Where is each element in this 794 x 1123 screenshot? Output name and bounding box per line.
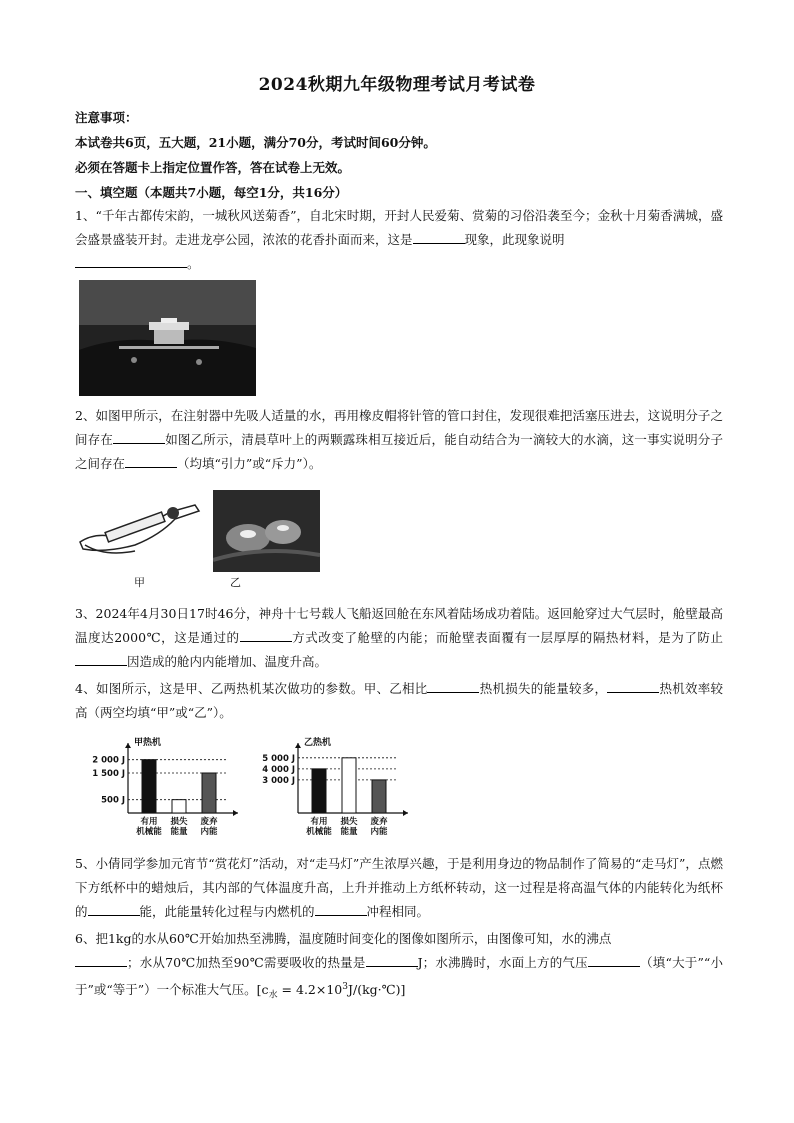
question-6-text-e: = 4.2×10 [277,982,343,998]
y-tick-label: 4 000 J [262,764,295,775]
category-label: 废弃 [200,817,218,827]
answer-blank[interactable] [240,630,292,642]
answer-blank[interactable] [315,904,367,916]
question-1 [75,204,723,276]
notice-line-1: 本试卷共6页，五大题，21小题，满分70分，考试时间60分钟。 [75,135,436,150]
question-4 [75,677,723,725]
chart-jia-heat-engine [80,735,240,845]
water-subscript: 水 [268,990,278,1001]
bar [172,800,186,813]
bar [342,758,356,813]
y-tick-label: 500 J [101,795,125,806]
y-axis-arrow [295,743,301,748]
chart-title: 甲热机 [134,738,162,748]
y-tick-label: 5 000 J [262,753,295,764]
answer-blank[interactable] [366,955,418,967]
question-1-text-c: 。 [187,256,200,271]
page-title: 2024秋期九年级物理考试月考试卷 [258,75,536,95]
question-5 [75,852,723,924]
chart-title: 乙热机 [304,738,332,748]
question-6 [75,927,723,1008]
category-label: 机械能 [136,827,162,837]
category-label: 损失 [340,817,358,827]
question-2-text-a: 2、如图甲所示，在注射器中先吸人适量的水，再用橡皮帽将针管的管口封住，发现很难把活塞压进去，这说明分子之间存在 [75,408,723,447]
bar [142,760,156,813]
category-label: 机械能 [306,827,332,837]
figure-caption-jia: 甲 [134,576,145,589]
longting-park-photo [79,280,256,396]
answer-blank[interactable] [75,955,127,967]
category-label: 有用 [140,817,158,827]
y-tick-label: 1 500 J [92,769,125,779]
question-5-text-b: 能，此能量转化过程与内燃机的 [139,904,315,919]
category-label: 能量 [170,827,188,837]
question-3 [75,602,723,674]
question-6-text-b: ；水从70℃加热至90℃需要吸收的热量是 [127,955,366,970]
question-3-text-a: 3、2024年4月30日17时46分，神舟十七号载人飞船返回舱在东风着陆场成功着陆。返回舱穿过大气层时，舱壁最高温度达2000℃，这是通过的 [75,606,723,645]
question-2 [75,404,723,476]
category-label: 能量 [340,827,358,837]
y-axis-arrow [125,743,131,748]
question-4-text-c: 热机效率较高（两空均填“甲”或“乙”）。 [75,681,723,720]
answer-blank[interactable] [75,654,127,666]
exponent: 3 [342,982,348,992]
question-6-text-d: （填“大于”“小于”或“等于”）一个标准大气压。[c [75,955,724,998]
bar [372,780,386,813]
section-heading: 一、填空题（本题共7小题，每空1分，共16分） [75,185,348,200]
question-2-text-c: （均填“引力”或“斥力”）。 [177,456,322,471]
answer-blank[interactable] [427,681,479,693]
x-axis-arrow [403,810,408,816]
bar [312,769,326,813]
question-6-text-a: 6、把1kg的水从60℃开始加热至沸腾，温度随时间变化的图像如图所示，由图像可知，水的沸点 [75,931,612,946]
category-label: 内能 [200,827,218,837]
bar [202,773,216,813]
answer-blank[interactable] [88,904,140,916]
answer-blank[interactable] [113,432,165,444]
question-3-text-c: 因造成的舱内内能增加、温度升高。 [127,654,328,669]
category-label: 废弃 [370,817,388,827]
y-tick-label: 2 000 J [92,755,125,766]
dew-drops-photo [213,490,320,572]
category-label: 内能 [370,827,388,837]
question-4-text-b: 热机损失的能量较多， [479,681,608,696]
syringe-drawing [75,487,205,572]
answer-blank[interactable] [588,955,640,967]
question-5-text-c: 冲程相同。 [366,904,430,919]
y-tick-label: 3 000 J [262,775,295,786]
question-6-text-f: J/(kg·℃)] [348,982,406,998]
notice-heading: 注意事项： [75,110,138,125]
x-axis-arrow [233,810,238,816]
question-1-text-b: 现象，此现象说明 [464,232,565,247]
figure-caption-yi: 乙 [230,576,241,589]
answer-blank[interactable] [125,456,177,468]
question-5-text-a: 5、小倩同学参加元宵节“赏花灯”活动，对“走马灯”产生浓厚兴趣，于是利用身边的物品制作了简易的“走马灯”，点燃下方纸杯中的蜡烛后，其内部的气体温度升高，上升并推动上方纸杯转动，这一过程是将高温气体的内能转化为纸杯的 [75,856,723,919]
chart-yi-heat-engine [250,735,415,845]
answer-blank[interactable] [75,256,187,268]
question-6-text-c: J；水沸腾时，水面上方的气压 [417,955,588,970]
question-2-text-b: 如图乙所示，清晨草叶上的两颗露珠相互接近后，能自动结合为一滴较大的水滴，这一事实说明分子之间存在 [75,432,723,471]
answer-blank[interactable] [607,681,659,693]
question-4-text-a: 4、如图所示，这是甲、乙两热机某次做功的参数。甲、乙相比 [75,681,428,696]
category-label: 损失 [170,817,188,827]
question-3-text-b: 方式改变了舱壁的内能；而舱壁表面覆有一层厚厚的隔热材料，是为了防止 [291,630,723,645]
notice-line-2: 必须在答题卡上指定位置作答，答在试卷上无效。 [75,160,351,175]
answer-blank[interactable] [413,232,465,244]
question-1-text-a: 1、“千年古都传宋韵，一城秋风送菊香”，自北宋时期，开封人民爱菊、赏菊的习俗沿袭至今；金秋十月菊香满城，盛会盛景盛装开封。走进龙亭公园，浓浓的花香扑面而来，这是 [75,208,723,247]
category-label: 有用 [310,817,328,827]
